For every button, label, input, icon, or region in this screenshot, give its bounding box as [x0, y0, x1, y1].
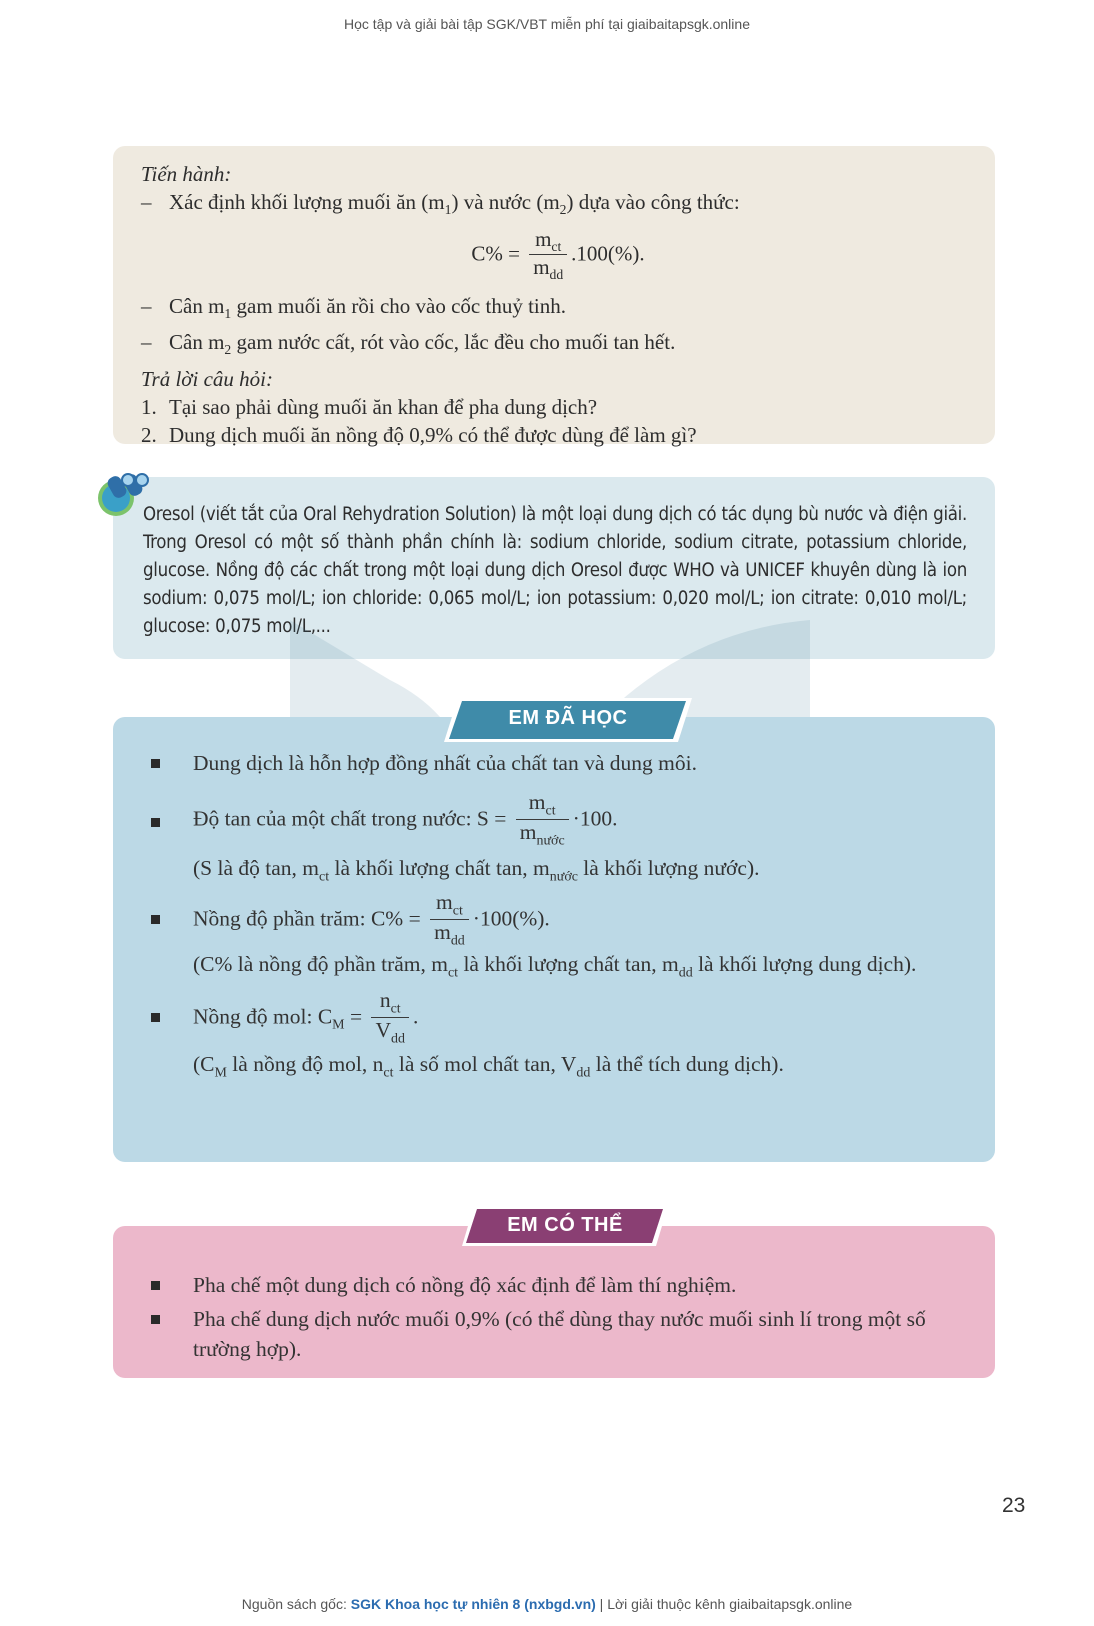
note-2-b: là khối lượng chất tan, m	[329, 855, 550, 880]
procedure-step-1	[141, 188, 975, 224]
concentration-formula	[141, 228, 975, 286]
footer-prefix: Nguồn sách gốc:	[241, 1596, 351, 1612]
can-do-box	[113, 1226, 995, 1378]
learned-note-4	[137, 1050, 975, 1087]
dash-marker: –	[141, 294, 152, 319]
note-2-a: (S là độ tan, m	[193, 855, 319, 880]
question-text: Tại sao phải dùng muối ăn khan để pha dung dịch?	[169, 394, 598, 419]
percent-lead: Nồng độ phần trăm: C% =	[193, 906, 421, 931]
learned-note-2	[137, 854, 975, 891]
step-3-text-b: gam nước cất, rót vào cốc, lắc đều cho muối tan hết.	[231, 330, 676, 355]
procedure-heading: Tiến hành:	[141, 162, 232, 186]
step-2-text-b: gam muối ăn rồi cho vào cốc thuỷ tinh.	[231, 294, 567, 319]
solubility-numerator-sub: ct	[545, 803, 556, 819]
molar-tail: .	[412, 1004, 419, 1029]
percent-denominator-sub: dd	[450, 932, 465, 948]
procedure-step-3	[141, 328, 975, 364]
can-do-item	[137, 1304, 975, 1364]
formula-numerator: m	[535, 227, 552, 252]
solubility-denominator-sub: nước	[536, 832, 565, 848]
note-3-c: là khối lượng dung dịch).	[692, 951, 917, 976]
bullet-square	[151, 818, 160, 827]
bullet-square	[151, 915, 160, 924]
formula-numerator-sub: ct	[551, 239, 562, 255]
step-1-sub-b: 2	[559, 202, 567, 218]
learned-note-3	[137, 950, 975, 987]
percent-numerator: m	[436, 890, 453, 914]
note-3-b: là khối lượng chất tan, m	[458, 951, 679, 976]
formula-denominator: m	[533, 255, 550, 280]
can-do-item	[137, 1268, 975, 1302]
molar-fraction	[371, 989, 409, 1048]
page-footer	[0, 1596, 1094, 1612]
note-4-sub-b: ct	[383, 1065, 394, 1080]
learned-item-2	[137, 791, 975, 850]
can-do-banner	[460, 1204, 670, 1248]
percent-numerator-sub: ct	[452, 903, 463, 919]
learned-item-1	[137, 749, 975, 777]
procedure-box	[113, 146, 995, 447]
step-2-text-a: Cân m	[169, 294, 225, 319]
step-1-text-a: Xác định khối lượng muối ăn (m	[169, 190, 445, 214]
step-2-sub: 1	[224, 306, 232, 322]
info-text: Oresol (viết tắt của Oral Rehydration Solution) là một loại dung dịch có tác dụng bù nước và điện giải. Trong Oresol có một số thành phần chính là: sodium chloride, sodium citrate, potassium chloride, glucose. Nồng độ các chất trong một loại dung dịch Oresol được WHO và UNICEF khuyên dùng là ion sodium: 0,075 mol/L; ion chloride: 0,065 mol/L; ion potassium: 0,020 mol/L; ion citrate: 0,010 mol/L; glucose: 0,075 mol/L,...	[143, 504, 967, 637]
dash-marker: –	[141, 330, 152, 355]
learned-title: EM ĐÃ HỌC	[508, 707, 628, 729]
note-2-c: là khối lượng nước).	[577, 855, 760, 880]
footer-suffix: | Lời giải thuộc kênh giaibaitapsgk.online	[595, 1596, 853, 1612]
note-4-b: là nồng độ mol, n	[226, 1051, 384, 1076]
molar-denominator-sub: dd	[391, 1030, 405, 1046]
bullet-square	[151, 1315, 160, 1324]
questions-heading: Trả lời câu hỏi:	[141, 366, 273, 391]
learned-item-4	[137, 989, 975, 1048]
note-4-c: là số mol chất tan, V	[393, 1051, 577, 1076]
percent-denominator: m	[434, 919, 451, 944]
molar-numerator-sub: ct	[390, 1001, 401, 1017]
solubility-fraction	[516, 791, 569, 850]
percent-fraction	[430, 891, 469, 950]
question-number: 2.	[141, 422, 157, 447]
dash-marker: –	[141, 190, 152, 214]
learned-box	[113, 717, 995, 1162]
page-header: Học tập và giải bài tập SGK/VBT miễn phí tại giaibaitapsgk.online	[344, 16, 750, 32]
bullet-square	[151, 759, 160, 768]
source-link[interactable]: SGK Khoa học tự nhiên 8 (nxbgd.vn)	[350, 1596, 596, 1612]
percent-tail: ·100(%).	[472, 906, 550, 931]
can-do-title: EM CÓ THỂ	[507, 1214, 623, 1236]
note-4-sub-c: dd	[576, 1065, 591, 1080]
question-text: Dung dịch muối ăn nồng độ 0,9% có thể được dùng để làm gì?	[169, 422, 697, 447]
learned-banner	[440, 694, 696, 746]
solubility-lead: Độ tan của một chất trong nước: S =	[193, 806, 507, 831]
bullet-square	[151, 1281, 160, 1290]
solubility-tail: ·100.	[572, 806, 618, 831]
question-item	[141, 393, 975, 421]
molar-lead-sub: M	[332, 1017, 345, 1033]
note-2-sub-b: nước	[549, 869, 578, 884]
solubility-denominator: m	[519, 819, 537, 844]
note-3-a: (C% là nồng độ phần trăm, m	[193, 951, 448, 976]
procedure-step-2	[141, 292, 975, 328]
step-3-sub: 2	[224, 342, 232, 358]
note-4-a: (C	[193, 1051, 215, 1076]
molar-numerator: n	[379, 988, 391, 1012]
molar-denominator: V	[375, 1017, 392, 1042]
formula-fraction	[529, 228, 567, 284]
note-2-sub-a: ct	[319, 869, 330, 884]
step-1-text-c: ) dựa vào công thức:	[566, 190, 740, 214]
step-1-text-b: ) và nước (m	[451, 190, 560, 214]
question-number: 1.	[141, 394, 157, 419]
molar-eq: =	[344, 1004, 363, 1029]
solubility-numerator: m	[528, 790, 546, 814]
formula-denominator-sub: dd	[549, 267, 564, 283]
step-3-text-a: Cân m	[169, 330, 225, 355]
note-4-d: là thể tích dung dịch).	[590, 1051, 784, 1076]
can-do-item-text: Pha chế dung dịch nước muối 0,9% (có thể dùng thay nước muối sinh lí trong một số trường hợp).	[193, 1307, 926, 1361]
question-item	[141, 421, 975, 449]
binoculars-icon	[96, 468, 152, 520]
note-4-sub-a: M	[214, 1065, 227, 1080]
page-number: 23	[1002, 1494, 1026, 1517]
note-3-sub-a: ct	[447, 965, 459, 980]
can-do-item-text: Pha chế một dung dịch có nồng độ xác định để làm thí nghiệm.	[193, 1273, 737, 1297]
learned-item-text: Dung dịch là hỗn hợp đồng nhất của chất tan và dung môi.	[193, 751, 697, 775]
note-3-sub-b: dd	[678, 965, 693, 980]
formula-lhs: C% =	[471, 241, 520, 266]
bullet-square	[151, 1013, 160, 1022]
step-1-sub-a: 1	[444, 202, 452, 218]
learned-item-3	[137, 891, 975, 950]
formula-rhs: .100(%).	[571, 241, 645, 266]
molar-lead: Nồng độ mol: C	[193, 1004, 333, 1029]
